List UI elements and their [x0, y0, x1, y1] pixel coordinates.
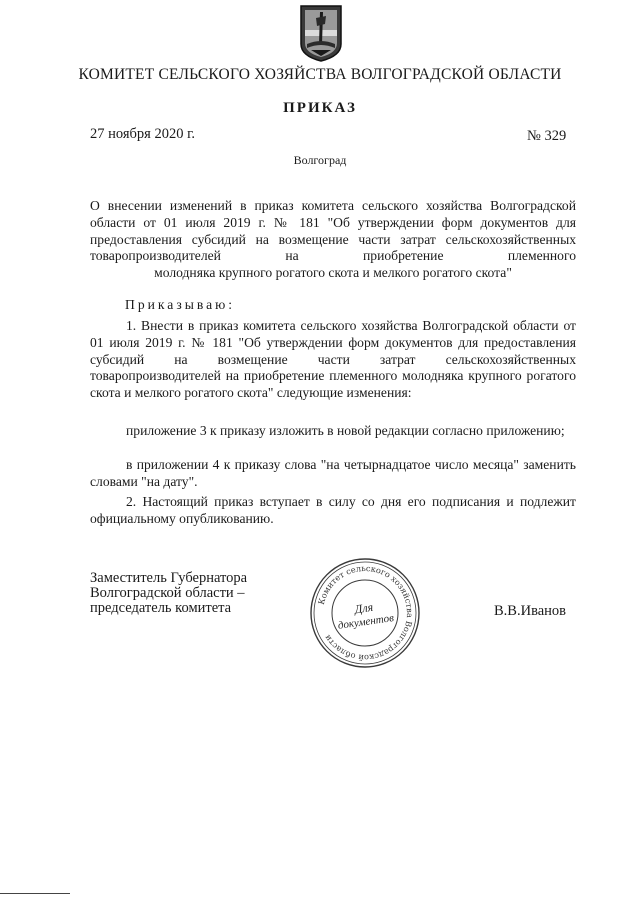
order-number: № 329	[527, 128, 567, 144]
signer-name: В.В.Иванов	[494, 603, 567, 619]
subject-text-last-line: молодняка крупного рогатого скота и мелкого рогатого скота"	[154, 265, 512, 281]
coat-of-arms-icon	[299, 4, 343, 62]
signer-position-line: председатель комитета	[90, 600, 232, 616]
order-item-1-change-b: в приложении 4 к приказу слова "на четырнадцатое число месяца" заменить словами "на дату".	[90, 457, 576, 489]
order-item-2: 2. Настоящий приказ вступает в силу со дня его подписания и подлежит официальному опубликованию.	[90, 494, 576, 526]
issue-city: Волгоград	[293, 153, 347, 167]
committee-name: КОМИТЕТ СЕЛЬСКОГО ХОЗЯЙСТВА ВОЛГОГРАДСКОЙ ОБЛАСТИ	[78, 66, 562, 83]
footer-rule	[0, 893, 70, 894]
document-title: ПРИКАЗ	[283, 100, 357, 116]
order-subject	[90, 198, 576, 282]
order-lead: Приказываю:	[125, 297, 236, 312]
seal-center-text-line: документов	[337, 612, 395, 632]
seal-ring-text: Комитет сельского хозяйства Волгоградской области	[315, 562, 416, 664]
subject-text: О внесении изменений в приказ комитета сельского хозяйства Волгоградской области от 01 июля 2019 г. № 181 "Об утверждении форм документов для предоставления субсидий на возмещение части затрат сельскохозяйственных товаропроизводителей на приобретение племенного	[90, 198, 576, 264]
order-item-1-change-a: приложение 3 к приказу изложить в новой редакции согласно приложению;	[126, 423, 565, 438]
official-seal-stamp	[308, 556, 422, 670]
signer-position-line: Заместитель Губернатора	[90, 570, 248, 586]
signer-position-line: Волгоградской области –	[90, 585, 245, 601]
order-date: 27 ноября 2020 г.	[90, 126, 196, 142]
order-item-1: 1. Внести в приказ комитета сельского хозяйства Волгоградской области от 01 июля 2019 г. № 181 "Об утверждении форм документов для предоставления субсидий на возмещение части затрат сельскохозяйственных товаропроизводителей на приобретение племенного молодняка крупного рогатого скота и мелкого рогатого скота" следующие изменения:	[90, 318, 576, 401]
seal-center-text-line: Для	[353, 599, 374, 617]
